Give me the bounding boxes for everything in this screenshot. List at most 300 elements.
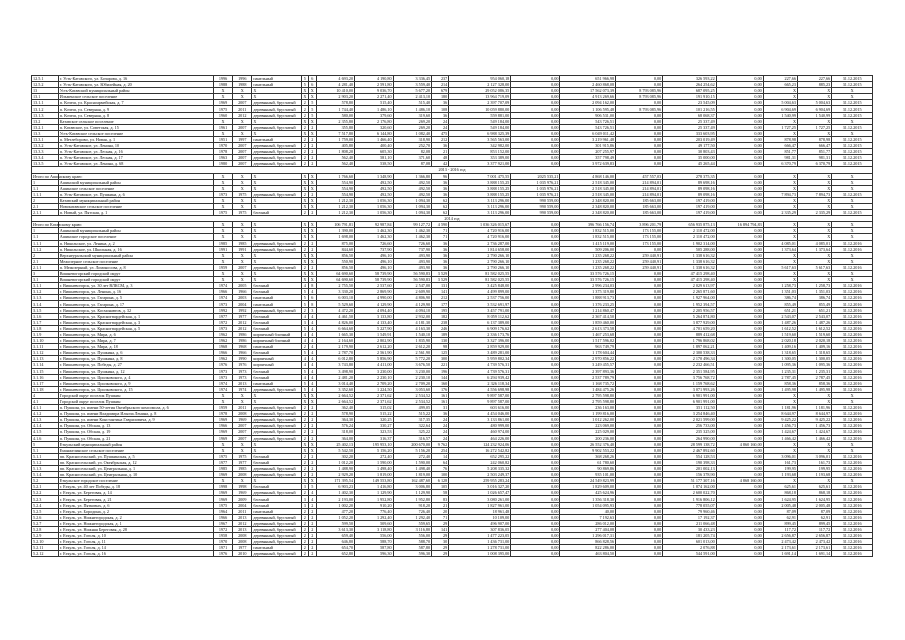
table-cell: 0,00 [616, 405, 663, 411]
table-cell: 0,00 [716, 136, 763, 142]
table-cell: 2 [301, 459, 308, 465]
row-number-cell: 4.1.4 [32, 423, 59, 429]
table-cell: 2 371,62 [355, 398, 394, 404]
table-cell: 2 609,90 [393, 289, 432, 295]
table-cell: 2 [301, 246, 308, 252]
table-cell: 0,00 [511, 533, 560, 539]
table-cell: 0,00 [511, 118, 560, 124]
address-cell: п. Пушкин, ул. Обская, д. 19 [58, 429, 213, 435]
table-cell: 2 [309, 545, 316, 551]
table-cell: 559,65 [393, 520, 432, 526]
table-cell: 0,00 [511, 234, 560, 240]
table-cell: 2 709,20 [393, 380, 432, 386]
table-cell: 2 [309, 149, 316, 155]
table-cell: 587,80 [393, 545, 432, 551]
table-cell: 625,61 [797, 484, 831, 490]
table-cell: 379,60 [355, 112, 394, 118]
table-cell: 1 590,00 [393, 459, 432, 465]
table-cell: 1 467 253,68 [560, 331, 616, 337]
table-cell: 4 [301, 331, 308, 337]
table-cell: 0,00 [511, 405, 560, 411]
table-cell: 4 499 899,00 [449, 289, 511, 295]
table-cell: 3 219 961,48 [560, 136, 616, 142]
table-cell: 272,40 [355, 453, 394, 459]
row-number-cell: 1.1 [32, 185, 59, 191]
table-cell: X [301, 94, 308, 100]
address-cell: пп. Красносельский, ул. Центральная, д. 10 [58, 472, 213, 478]
table-cell: 5 [309, 112, 316, 118]
table-cell: X [832, 203, 873, 209]
table-cell: 0,00 [616, 136, 663, 142]
table-cell: 0,00 [716, 423, 763, 429]
table-cell: 543 726,51 [560, 118, 616, 124]
table-cell: X [309, 173, 316, 179]
table-cell: 1 540,99 [763, 112, 797, 118]
table-cell: 31.12.2016 [832, 301, 873, 307]
table-cell: X [233, 234, 252, 240]
address-cell: п. Усть-Катавское, ул. Ленина, 10 [58, 143, 213, 149]
table-cell: 2 612,20 [355, 344, 394, 350]
row-number-cell: 1.1.2 [32, 246, 59, 252]
table-cell: деревянный, брусчатый [252, 112, 301, 118]
table-cell: 3 080 261,00 [449, 496, 511, 502]
table-cell: 1 691,14 [763, 551, 797, 557]
table-cell: 221 [432, 362, 449, 368]
table-cell: 4 [309, 325, 316, 331]
table-cell: 364,30 [316, 417, 355, 423]
table-cell: 21 [432, 149, 449, 155]
table-cell: 9 762 [432, 441, 449, 447]
table-cell: 2 [309, 136, 316, 142]
table-cell: 1 168 735,72 [560, 380, 616, 386]
table-cell: 0,00 [511, 161, 560, 167]
table-cell: 1 035 976,21 [511, 185, 560, 191]
table-cell: 493,90 [393, 264, 432, 270]
row-number-cell: 5.1.3 [32, 466, 59, 472]
address-cell: г. Вишневогорск, ул. Гагарина, д. 17 [58, 301, 213, 307]
table-cell: 1966 [213, 514, 232, 520]
table-cell: 8 [309, 283, 316, 289]
table-cell: 0,00 [511, 325, 560, 331]
table-cell: X [797, 94, 831, 100]
table-cell: 778 055,07 [663, 502, 716, 508]
table-cell: 195 953,10 [355, 441, 394, 447]
table-cell: 0,00 [716, 210, 763, 216]
table-cell: X [213, 88, 232, 94]
table-cell: 0,00 [716, 490, 763, 496]
address-cell: Межозерное сельское поселение [58, 258, 213, 264]
address-cell: г. Вишневогорск, ул. Пушкина, д. 6 [58, 350, 213, 356]
table-cell: 0,00 [616, 112, 663, 118]
table-cell: 1 691,14 [797, 551, 831, 557]
table-cell: 0,00 [716, 338, 763, 344]
table-cell: 1 486,10 [393, 106, 432, 112]
table-cell: панельный [252, 136, 301, 142]
row-number-cell: 3.1.13 [32, 356, 59, 362]
table-cell: 1969 [213, 100, 232, 106]
row-number-cell: 5.2.8 [32, 526, 59, 532]
table-cell: 76 [432, 466, 449, 472]
table-cell: 4 133,40 [355, 319, 394, 325]
address-cell: Еманжелинское сельское поселение [58, 447, 213, 453]
table-cell: X [233, 228, 252, 234]
table-cell: X [309, 271, 316, 277]
table-cell: 5 [309, 484, 316, 490]
table-cell: 588,70 [355, 539, 394, 545]
table-cell: X [233, 203, 252, 209]
table-cell: 0,00 [616, 441, 663, 447]
table-cell: 464 226,00 [449, 435, 511, 441]
table-cell: 3 972 639,83 [560, 161, 616, 167]
table-cell: X [301, 118, 308, 124]
table-cell: 1973 [213, 301, 232, 307]
table-cell: 4 [309, 319, 316, 325]
table-cell: 161 [432, 392, 449, 398]
table-cell: 3 [301, 319, 308, 325]
table-cell: деревянный, брусчатый [252, 191, 301, 197]
table-cell: 596,30 [393, 551, 432, 557]
table-cell: 1973 [213, 191, 232, 197]
table-cell: 0,00 [616, 429, 663, 435]
table-cell: 0,00 [616, 338, 663, 344]
table-cell: 386,74 [797, 295, 831, 301]
table-cell: 315,02 [355, 405, 394, 411]
table-cell: 2 543,07 [797, 313, 831, 319]
table-cell: 6 003,10 [316, 295, 355, 301]
table-cell: 6 294 939,42 [449, 374, 511, 380]
row-number-cell: 3.1.16 [32, 374, 59, 380]
table-cell: 1 436 731,00 [449, 539, 511, 545]
row-number-cell: 3.1.6 [32, 313, 59, 319]
table-cell: 1 390,00 [316, 228, 355, 234]
table-cell: 2 [309, 191, 316, 197]
address-cell: г. Вишневогорск, ул. Красногвардейская, д. 3 [58, 319, 213, 325]
table-cell: 0,00 [511, 453, 560, 459]
table-cell: 2 110 472,00 [663, 228, 716, 234]
table-cell: 1969 [213, 496, 232, 502]
table-cell: 0,00 [616, 124, 663, 130]
table-cell: 2 795 598,80 [560, 392, 616, 398]
table-cell: X [832, 234, 873, 240]
table-cell: 196 [432, 368, 449, 374]
table-cell: 8 059 112,62 [449, 313, 511, 319]
table-cell: 1977 [233, 545, 252, 551]
row-number-cell: 5.1.4 [32, 472, 59, 478]
table-cell: 0,00 [616, 380, 663, 386]
address-cell: п. Пушкин, ул. имени 50-летия Октябрьского комсомола, д. 6 [58, 405, 213, 411]
table-cell: X [301, 228, 308, 234]
table-cell: X [797, 271, 831, 277]
table-cell: 1 235,31 [797, 368, 831, 374]
table-cell: X [763, 252, 797, 258]
table-cell: 1 874 162,00 [663, 484, 716, 490]
table-cell: X [832, 441, 873, 447]
table-cell: 31.12.2016 [832, 368, 873, 374]
table-cell: 130 [432, 338, 449, 344]
table-cell: 0,00 [511, 295, 560, 301]
table-cell: 899,45 [763, 520, 797, 526]
table-cell: 212 [432, 136, 449, 142]
table-cell: 475 [432, 130, 449, 136]
table-cell: 2 869,90 [355, 289, 394, 295]
table-cell: 81 582 025,55 [449, 277, 511, 283]
table-cell: 0,00 [716, 240, 763, 246]
table-cell: 24 [432, 118, 449, 124]
table-cell: 64 [432, 459, 449, 465]
table-cell: 1 351,03 [763, 289, 797, 295]
table-cell: X [252, 478, 301, 484]
table-cell: 1963 [213, 155, 232, 161]
table-cell: 31.12.2016 [832, 551, 873, 557]
table-cell: 1990 [233, 356, 252, 362]
row-number-cell: 4.1 [32, 398, 59, 404]
table-cell: 2 736 287,00 [449, 240, 511, 246]
table-cell: 131 [432, 283, 449, 289]
table-cell: 1 888 913,73 [560, 295, 616, 301]
table-cell: 71 [432, 234, 449, 240]
table-cell: X [301, 398, 308, 404]
address-cell: г. Вишневогорск, ул. Мира, д. 18 [58, 344, 213, 350]
table-cell: 173 155,00 [616, 240, 663, 246]
table-cell: X [832, 277, 873, 283]
table-cell: 0,00 [616, 319, 663, 325]
table-cell: 0,00 [616, 271, 663, 277]
table-cell: 5 [301, 82, 308, 88]
table-cell: X [252, 234, 301, 240]
table-cell: 264 254,62 [663, 82, 716, 88]
table-cell: 4 [301, 362, 308, 368]
table-cell: X [832, 447, 873, 453]
table-cell: 1 808,20 [316, 149, 355, 155]
table-cell: 2 467 892,60 [663, 447, 716, 453]
table-cell: 543 726,51 [560, 124, 616, 130]
table-cell: 6 049 011,42 [560, 130, 616, 136]
table-cell: 0,00 [616, 118, 663, 124]
address-cell: Катавское сельское поселение [58, 118, 213, 124]
table-cell: 106 791,81 [316, 222, 355, 228]
table-cell: 29 [432, 520, 449, 526]
row-number-cell: 3.1.11 [32, 344, 59, 350]
table-cell: блочный [252, 283, 301, 289]
table-cell: 68 068,37 [663, 112, 716, 118]
table-cell: 96 [432, 173, 449, 179]
table-cell: 868,18 [797, 490, 831, 496]
table-cell: 0,00 [511, 307, 560, 313]
table-cell: 4 990,00 [355, 295, 394, 301]
row-number-cell: 13.3.5 [32, 161, 59, 167]
table-cell: 1 486,10 [355, 106, 394, 112]
table-cell: 117,72 [763, 526, 797, 532]
table-cell: 0,00 [511, 246, 560, 252]
table-cell: 199,95 [763, 466, 797, 472]
table-cell: X [763, 222, 797, 228]
row-number-cell: 3.1.17 [32, 380, 59, 386]
table-cell: 2007 [233, 124, 252, 130]
table-cell: 31.12.2015 [832, 106, 873, 112]
table-cell: 3 888 155,25 [449, 179, 511, 185]
table-cell: 2 [301, 106, 308, 112]
address-cell: п. Катавское, ул. Советская, д. 15 [58, 124, 213, 130]
table-cell: 2 [309, 472, 316, 478]
table-cell: 4 [309, 331, 316, 337]
table-cell: 910,20 [355, 502, 394, 508]
table-cell: панельный [252, 301, 301, 307]
table-cell: 4 860 160,00 [716, 441, 763, 447]
table-cell: 2 [309, 435, 316, 441]
table-cell: 31.12.2015 [832, 143, 873, 149]
table-cell: 1975 [233, 191, 252, 197]
table-cell: 2 537 756,00 [449, 295, 511, 301]
table-cell: 0,00 [511, 459, 560, 465]
table-cell: 368 268,26 [560, 453, 616, 459]
table-cell: кирпичный [252, 356, 301, 362]
table-cell: 2 790 266,10 [449, 264, 511, 270]
table-cell: деревянный, брусчатый [252, 106, 301, 112]
table-cell: 0,00 [716, 185, 763, 191]
table-cell: 5 [301, 325, 308, 331]
table-cell: X [309, 441, 316, 447]
table-cell: 1966 [213, 289, 232, 295]
table-cell: 256 733,00 [663, 423, 716, 429]
table-cell: 1986 [233, 338, 252, 344]
table-cell: 259 440,91 [616, 258, 663, 264]
table-cell: 1 488,90 [316, 466, 355, 472]
table-cell: 0,00 [716, 380, 763, 386]
table-cell: 6 137 389,00 [449, 319, 511, 325]
table-cell: X [252, 88, 301, 94]
table-cell: 654,70 [316, 545, 355, 551]
table-cell: блочный [252, 325, 301, 331]
table-cell: 9 425,22 [763, 417, 797, 423]
table-cell: 0,00 [716, 173, 763, 179]
table-cell: 1974 [213, 295, 232, 301]
table-cell: 31.12.2016 [832, 459, 873, 465]
table-cell: 1 181,96 [763, 405, 797, 411]
row-number-cell: 5.1.2 [32, 459, 59, 465]
table-cell: 1 002,20 [316, 502, 355, 508]
table-cell: 1 832 515,00 [560, 228, 616, 234]
table-cell: X [309, 398, 316, 404]
table-cell: 342 982,00 [449, 143, 511, 149]
table-cell: X [763, 478, 797, 484]
table-cell: X [301, 179, 308, 185]
table-cell: 405,80 [316, 143, 355, 149]
table-cell: 1 373,64 [797, 246, 831, 252]
table-cell: 990 559,00 [511, 203, 560, 209]
table-cell: панельный [252, 82, 301, 88]
table-cell: 2 230,10 [355, 374, 394, 380]
table-cell: 0,00 [511, 496, 560, 502]
table-cell: 5 617,63 [797, 264, 831, 270]
table-cell: 2 232 466,51 [663, 362, 716, 368]
table-cell: 31.12.2015 [832, 191, 873, 197]
table-cell: 2007 [233, 100, 252, 106]
table-cell: 0,00 [616, 76, 663, 82]
table-cell: 2 076,88 [663, 545, 716, 551]
table-cell: 259 440,91 [616, 264, 663, 270]
table-cell: X [797, 398, 831, 404]
table-cell: 2 [301, 423, 308, 429]
register-rows [32, 76, 873, 557]
table-cell: 4 826,00 [316, 319, 355, 325]
table-cell: X [832, 252, 873, 258]
table-cell: 36 [432, 191, 449, 197]
table-cell: 0,00 [616, 331, 663, 337]
table-cell: 1973 [213, 374, 232, 380]
table-cell: X [213, 478, 232, 484]
table-cell: 1 456,73 [763, 423, 797, 429]
table-cell: 1 897 062,21 [663, 344, 716, 350]
table-cell: 2 [309, 417, 316, 423]
table-cell: 1 744,40 [316, 106, 355, 112]
table-cell: 1966 [213, 423, 232, 429]
table-cell: 605,30 [355, 149, 394, 155]
address-cell: г. Вишневогорск, ул. 30 лет ВЛКСМ, д. 3 [58, 283, 213, 289]
table-cell: 1970 [213, 539, 232, 545]
table-cell: 2 [301, 539, 308, 545]
table-cell: 31.12.2016 [832, 520, 873, 526]
table-cell: 1986 [233, 331, 252, 337]
table-cell: 0,00 [511, 301, 560, 307]
table-cell: 556,00 [355, 533, 394, 539]
table-cell: 318,90 [393, 136, 432, 142]
table-cell: 4 739 576,31 [449, 368, 511, 374]
table-cell: 79 960,46 [663, 508, 716, 514]
table-cell: 0,00 [616, 472, 663, 478]
table-cell: 144 [432, 374, 449, 380]
table-cell: деревянный, брусчатый [252, 435, 301, 441]
table-cell: 3 053,60 [393, 386, 432, 392]
table-cell: 3 113 296,00 [449, 210, 511, 216]
table-cell: X [252, 271, 301, 277]
table-cell: 875,00 [316, 240, 355, 246]
table-cell: 1 129,90 [355, 490, 394, 496]
table-cell: X [763, 277, 797, 283]
table-cell: 0,00 [511, 466, 560, 472]
table-cell: X [309, 222, 316, 228]
table-cell: X [832, 130, 873, 136]
table-cell: 2 534,52 [393, 398, 432, 404]
table-cell: 2004 [233, 502, 252, 508]
table-cell: 0,00 [716, 508, 763, 514]
table-cell: 0,00 [716, 459, 763, 465]
table-cell: 0,00 [616, 313, 663, 319]
table-cell: 227,66 [763, 76, 797, 82]
table-cell: 1977 [233, 459, 252, 465]
table-cell: блочный [252, 484, 301, 490]
table-cell: 652,80 [316, 551, 355, 557]
table-cell: деревянный, брусчатый [252, 264, 301, 270]
table-cell: 0,00 [716, 368, 763, 374]
row-number-cell: Итого по Катавскому краю: [33, 222, 82, 228]
table-cell: 906 531,00 [560, 112, 616, 118]
table-cell: 1 351,03 [797, 289, 831, 295]
address-cell: Еткульское городское поселение [58, 478, 213, 484]
table-cell: 0,00 [716, 106, 763, 112]
row-number-cell: 3.1.7 [32, 319, 59, 325]
table-cell: X [832, 478, 873, 484]
table-cell: 5 [309, 106, 316, 112]
table-cell: 3 [301, 496, 308, 502]
table-cell: 364,00 [316, 435, 355, 441]
table-cell: 1996 [213, 76, 232, 82]
table-cell: 1992 [233, 307, 252, 313]
table-cell: 1977 [213, 313, 232, 319]
row-number-cell: 2 [32, 252, 59, 258]
table-cell: 1985 [233, 466, 252, 472]
table-cell: X [213, 179, 232, 185]
table-cell: X [213, 392, 232, 398]
